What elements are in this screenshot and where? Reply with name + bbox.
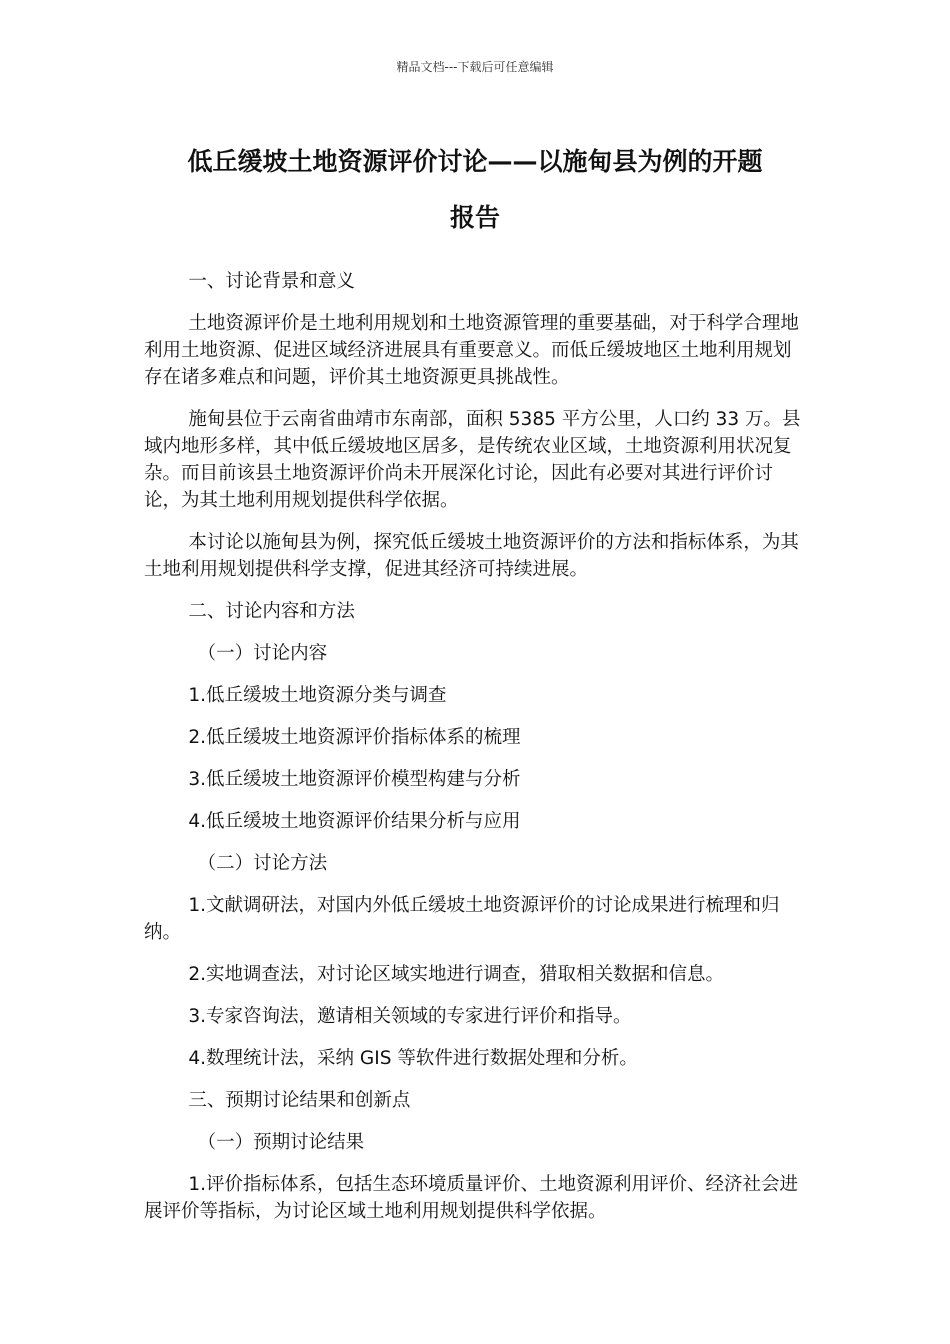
section-heading-3: 三、预期讨论结果和创新点 xyxy=(188,1090,411,1111)
paragraph: 施甸县位于云南省曲靖市东南部，面积 5385 平方公里，人口约 33 万。县域内地形多样，其中低丘缓坡地区居多，是传统农业区域，土地资源利用状况复杂。而目前该县土地资源评价尚未开展深化讨论，因此有必要对其进行评价讨论，为其土地利用规划提供科学依据。 xyxy=(144,409,801,511)
list-item: 1.评价指标体系，包括生态环境质量评价、土地资源利用评价、经济社会进展评价等指标，为讨论区域土地利用规划提供科学依据。 xyxy=(144,1174,799,1222)
list-item: 2.低丘缓坡土地资源评价指标体系的梳理 xyxy=(188,727,521,748)
title-line-1: 低丘缓坡土地资源评价讨论——以施甸县为例的开题 xyxy=(187,147,763,176)
list-item: 3.低丘缓坡土地资源评价模型构建与分析 xyxy=(188,769,521,790)
document-title xyxy=(100,134,850,246)
list-item: 3.专家咨询法，邀请相关领域的专家进行评价和指导。 xyxy=(188,1006,632,1027)
list-item: 1.文献调研法，对国内外低丘缓坡土地资源评价的讨论成果进行梳理和归纳。 xyxy=(144,895,780,943)
paragraph: 土地资源评价是土地利用规划和土地资源管理的重要基础，对于科学合理地利用土地资源、促进区域经济进展具有重要意义。而低丘缓坡地区土地利用规划存在诸多难点和问题，评价其土地资源更具挑战性。 xyxy=(144,313,799,388)
list-item: 4.低丘缓坡土地资源评价结果分析与应用 xyxy=(188,811,521,832)
paragraph: 本讨论以施甸县为例，探究低丘缓坡土地资源评价的方法和指标体系，为其土地利用规划提供科学支撑，促进其经济可持续进展。 xyxy=(144,532,799,580)
header-note: 精品文档---下载后可任意编辑 xyxy=(396,60,554,74)
section-heading-2: 二、讨论内容和方法 xyxy=(188,601,355,622)
list-item: 2.实地调查法，对讨论区域实地进行调查，猎取相关数据和信息。 xyxy=(188,964,725,985)
subsection-heading: （一）讨论内容 xyxy=(197,643,328,664)
document-body xyxy=(144,268,806,1240)
section-heading-1: 一、讨论背景和意义 xyxy=(188,271,355,292)
list-item: 4.数理统计法，采纳 GIS 等软件进行数据处理和分析。 xyxy=(188,1048,638,1069)
subsection-heading: （二）讨论方法 xyxy=(197,853,328,874)
list-item: 1.低丘缓坡土地资源分类与调查 xyxy=(188,685,447,706)
subsection-heading: （一）预期讨论结果 xyxy=(197,1132,365,1153)
title-line-2: 报告 xyxy=(449,203,500,232)
